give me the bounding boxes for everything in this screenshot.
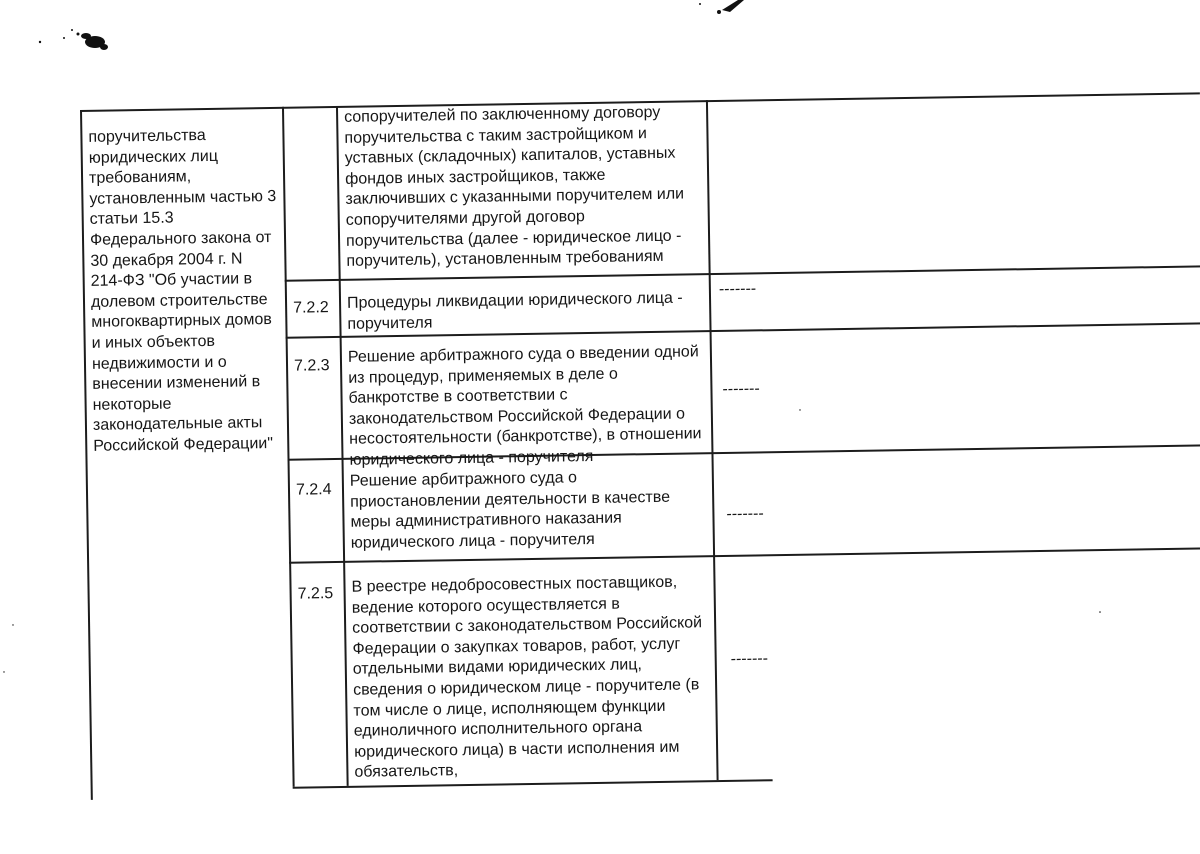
row-value: ------- (730, 650, 769, 668)
row-description: сопоручителей по заключенному договору поручительства с таким застройщиком и уставных (складочных) капиталов, уставных фондов иных застройщиков, также заключивших с указанными поручителем или сопоручителями другой договор поручительства (далее - юридическое лицо - поручитель), установленным требованиям (344, 103, 685, 270)
column-divider (282, 107, 294, 787)
left-column-text: поручительства юридических лиц требованиям, установленным частью 3 статьи 15.3 Федерального закона от 30 декабря 2004 г. N 214-ФЗ "Об участии в долевом строительстве многоквартирных домов и иных объектов недвижимости и о внесении изменений в некоторые законодательные акты Российской Федерации" (88, 127, 277, 455)
row-description: Процедуры ликвидации юридического лица - поручителя (346, 289, 683, 333)
row-number: 7.2.4 (295, 481, 332, 499)
row-number: 7.2.3 (293, 357, 330, 375)
row-value: ------- (726, 505, 764, 523)
row-value: ------- (722, 380, 760, 398)
row-number: 7.2.2 (293, 299, 329, 317)
row-description: Решение арбитражного суда о приостановлении деятельности в качестве меры административного наказания юридического лица - поручителя (349, 469, 671, 552)
row-value (716, 106, 836, 108)
row-description: Решение арбитражного суда о введении одной из процедур, применяемых в деле о банкротстве в соответствии с законодательством Российской Федерации о несостоятельности (банкротстве), в отношении юридического лица - поручителя (347, 343, 702, 469)
row-number (290, 112, 330, 113)
row-value: ------- (718, 280, 757, 298)
row-description: В реестре недобросовестных поставщиков, ведение которого осуществляется в соответствии с законодательством Российской Федерации о закупках товаров, работ, услуг отдельными видами юридических лиц, сведения о юридическом лице - поручителе (в том числе о лице, исполняющем функции единоличного исполнительного органа юридического лица) в части исполнения им обязательств, (351, 573, 703, 782)
row-number: 7.2.5 (297, 585, 334, 603)
